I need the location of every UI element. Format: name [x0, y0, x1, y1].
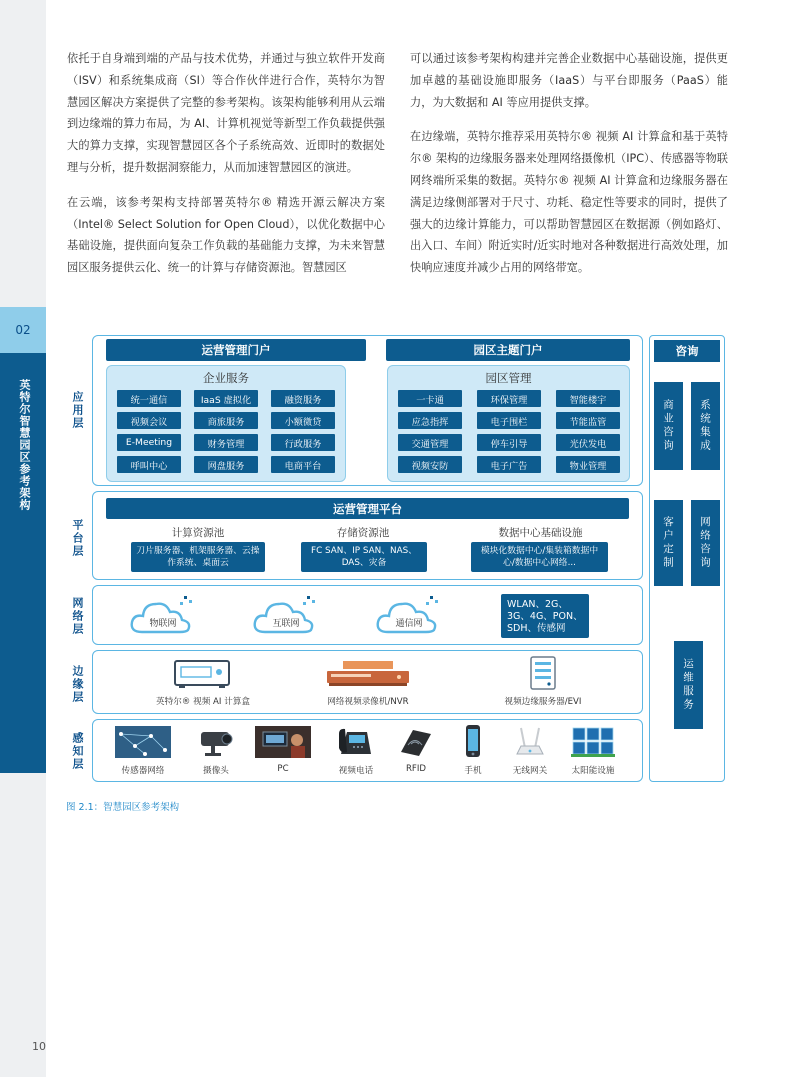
chip: 智能楼宇 [556, 390, 620, 407]
layer-label-network: 网络层 [71, 596, 84, 636]
platform-layer-box [92, 491, 643, 580]
chip: 节能监管 [556, 412, 620, 429]
chapter-tab [0, 353, 46, 773]
chip: 商旅服务 [194, 412, 258, 429]
chip: 行政服务 [271, 434, 335, 451]
park-panel [387, 365, 630, 482]
pool-title: 存储资源池 [336, 527, 390, 539]
wireless-gateway-icon [513, 724, 547, 758]
layer-label-app: 应用层 [71, 390, 84, 430]
chip: 停车引导 [477, 434, 541, 451]
figure-caption: 图 2.1：智慧园区参考架构 [66, 802, 180, 813]
cloud-icon [374, 592, 444, 638]
chip: 统一通信 [117, 390, 181, 407]
chip: 电子围栏 [477, 412, 541, 429]
consult-item: 商业咨询 [654, 382, 683, 470]
pool-content: 刀片服务器、机架服务器、云操作系统、桌面云 [131, 542, 265, 572]
consult-item: 客户定制 [654, 500, 683, 586]
mobile-phone-icon [463, 724, 483, 758]
page-number: 10 [32, 1040, 46, 1053]
right-column [410, 48, 728, 292]
sensor-label: PC [277, 764, 289, 774]
layer-label-sensing: 感知层 [71, 731, 84, 771]
wireless-box: WLAN、2G、3G、4G、PON、SDH、传感网 [501, 594, 589, 638]
ai-box-icon [173, 657, 231, 689]
consult-title: 咨询 [654, 340, 720, 362]
nvr-icon [325, 659, 411, 689]
chip: 应急指挥 [398, 412, 462, 429]
layer-label-platform: 平台层 [71, 518, 84, 558]
paragraph: 在边缘端，英特尔推荐采用英特尔® 视频 AI 计算盒和基于英特尔® 架构的边缘服务器来处理网络摄像机（IPC）、传感器等物联网终端所采集的数据。英特尔® 视频 AI 计算盒和边缘服务器在满足边缘侧部署对于尺寸、功耗、稳定性等要求的同时，提供了强大的边缘计算能力，可以帮助智慧园区在数据源（例如路灯、出入口、车间）附近实时/近实时地对各种数据进行高效处理，加快响应速度并减少占用的网络带宽。 [410, 130, 728, 275]
cloud-icon [251, 592, 321, 638]
chip: 环保管理 [477, 390, 541, 407]
video-phone-icon [337, 726, 375, 758]
sensor-label: 视频电话 [338, 766, 374, 776]
chip: 电子广告 [477, 456, 541, 473]
chip: IaaS 虚拟化 [194, 390, 258, 407]
layer-label-edge: 边缘层 [71, 664, 84, 704]
consult-box [649, 335, 725, 782]
chip: 财务管理 [194, 434, 258, 451]
edge-device-label: 网络视频录像机/NVR [327, 697, 409, 707]
portal-ops: 运营管理门户 [106, 339, 366, 361]
pool-title: 数据中心基础设施 [498, 527, 583, 539]
architecture-diagram [60, 330, 730, 785]
left-column [67, 48, 385, 292]
portal-park: 园区主题门户 [386, 339, 630, 361]
pool-title: 计算资源池 [171, 527, 225, 539]
app-layer-box [92, 335, 643, 486]
paragraph: 可以通过该参考架构构建并完善企业数据中心基础设施，提供更加卓越的基础设施即服务（IaaS）与平台即服务（PaaS）能力，为大数据和 AI 等应用提供支撑。 [410, 52, 728, 109]
chip: 电商平台 [271, 456, 335, 473]
platform-title: 运营管理平台 [106, 498, 629, 519]
chip: 交通管理 [398, 434, 462, 451]
cloud-label: 通信网 [395, 619, 423, 629]
chapter-title: 英特尔智慧园区参考架构 [18, 379, 31, 511]
edge-device-label: 视频边缘服务器/EVI [504, 697, 582, 707]
cloud-icon [128, 592, 198, 638]
cloud-label: 互联网 [272, 619, 300, 629]
edge-server-icon [528, 655, 558, 691]
park-title: 园区管理 [485, 371, 532, 385]
sensor-label: 无线网关 [512, 766, 548, 776]
sensor-network-icon [115, 726, 171, 758]
sensor-label: RFID [405, 764, 427, 774]
consult-item: 系统集成 [691, 382, 720, 470]
camera-icon [197, 726, 235, 758]
chip: 光伏发电 [556, 434, 620, 451]
sensor-label: 手机 [464, 766, 482, 776]
cloud-label: 物联网 [149, 619, 177, 629]
chip: 视频安防 [398, 456, 462, 473]
chip: 一卡通 [398, 390, 462, 407]
consult-item: 运维服务 [674, 641, 703, 729]
chip: 融资服务 [271, 390, 335, 407]
sensing-layer-box [92, 719, 643, 782]
paragraph: 在云端，该参考架构支持部署英特尔® 精选开源云解决方案（Intel® Select Solution for Open Cloud），以优化数据中心基础设施，提供面向复杂工作负载的基础能力支撑，为未来智慧园区服务提供云化、统一的计算与存储资源池。智慧园区 [67, 195, 385, 275]
chip: 小额微贷 [271, 412, 335, 429]
chip: 呼叫中心 [117, 456, 181, 473]
pool-content: 模块化数据中心/集装箱数据中心/数据中心网络... [471, 542, 608, 572]
sensor-label: 传感器网络 [121, 766, 165, 776]
edge-device-label: 英特尔® 视频 AI 计算盒 [156, 697, 250, 707]
enterprise-title: 企业服务 [203, 371, 249, 385]
edge-layer-box [92, 650, 643, 714]
paragraph: 依托于自身端到端的产品与技术优势，并通过与独立软件开发商（ISV）和系统集成商（SI）等合作伙伴进行合作，英特尔为智慧园区解决方案提供了完整的参考架构。该架构能够利用从云端到边缘端的算力布局，为 AI、计算机视觉等新型工作负载提供强大的算力支撑，实现智慧园区各个子系统高效、近即时的数据处理与分析，提升数据洞察能力，从而加速智慧园区的演进。 [67, 52, 385, 174]
solar-panel-icon [571, 726, 615, 758]
sensor-label: 摄像头 [203, 766, 229, 776]
pool-content: FC SAN、IP SAN、NAS、DAS、灾备 [301, 542, 427, 572]
enterprise-panel [106, 365, 346, 482]
pc-icon [255, 726, 311, 758]
rfid-icon [397, 726, 435, 758]
sensor-label: 太阳能设施 [571, 766, 615, 776]
chip: 物业管理 [556, 456, 620, 473]
network-layer-box [92, 585, 643, 645]
consult-item: 网络咨询 [691, 500, 720, 586]
chip: 视频会议 [117, 412, 181, 429]
chip: 网盘服务 [194, 456, 258, 473]
chip: E-Meeting [117, 434, 181, 451]
chapter-number: 02 [0, 307, 46, 353]
